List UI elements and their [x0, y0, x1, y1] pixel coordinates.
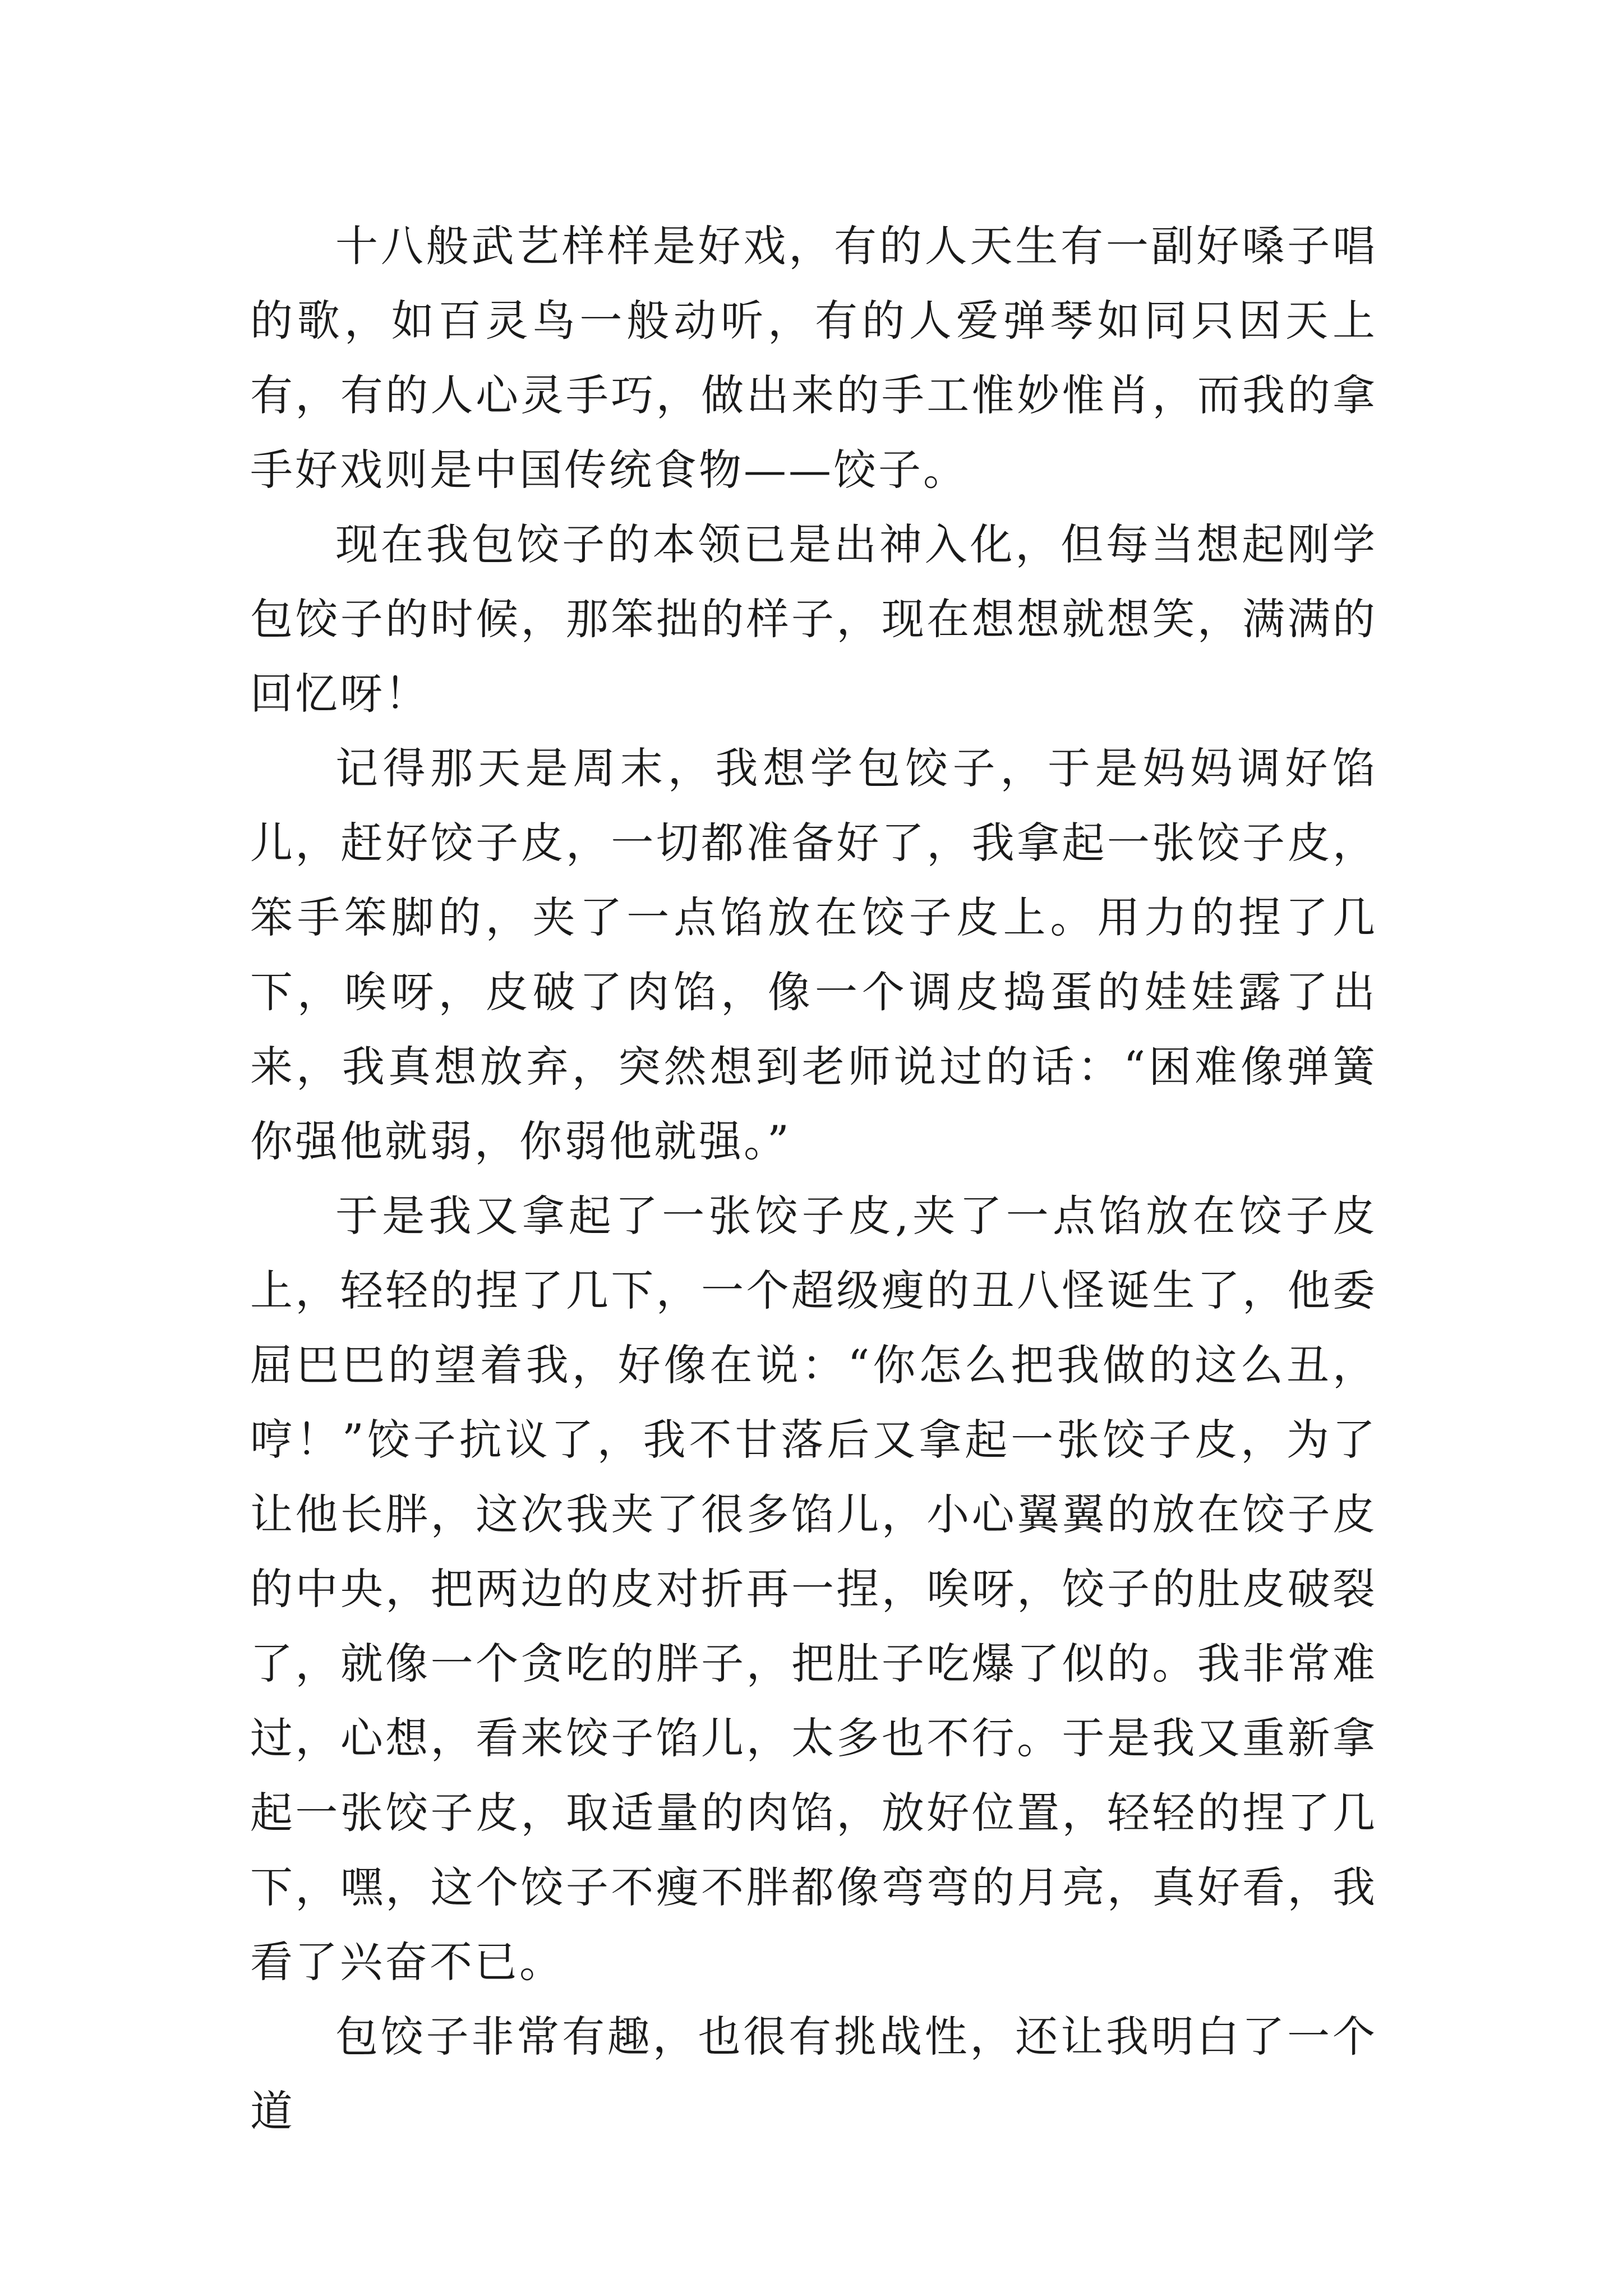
paragraph-4: 于是我又拿起了一张饺子皮,夹了一点馅放在饺子皮上，轻轻的捏了几下，一个超级瘦的丑八怪诞生了，他委屈巴巴的望着我，好像在说：“你怎么把我做的这么丑，哼！”饺子抗议了，我不甘落后又拿起一张饺子皮，为了让他长胖，这次我夹了很多馅儿，小心翼翼的放在饺子皮的中央，把两边的皮对折再一捏，唉呀，饺子的肚皮破裂了，就像一个贪吃的胖子，把肚子吃爆了似的。我非常难过，心想，看来饺子馅儿，太多也不行。于是我又重新拿起一张饺子皮，取适量的肉馅，放好位置，轻轻的捏了几下，嘿，这个饺子不瘦不胖都像弯弯的月亮，真好看，我看了兴奋不已。: [250, 1191, 1377, 1987]
paragraph-1: 十八般武艺样样是好戏，有的人天生有一副好嗓子唱的歌，如百灵鸟一般动听，有的人爱弹琴如同只因天上有，有的人心灵手巧，做出来的手工惟妙惟肖，而我的拿手好戏则是中国传统食物——饺子。: [250, 221, 1377, 495]
paragraph-3: 记得那天是周末，我想学包饺子，于是妈妈调好馅儿，赶好饺子皮，一切都准备好了，我拿起一张饺子皮，笨手笨脚的，夹了一点馅放在饺子皮上。用力的捏了几下，唉呀，皮破了肉馅，像一个调皮捣蛋的娃娃露了出来，我真想放弃，突然想到老师说过的话：“困难像弹簧你强他就弱，你弱他就强。”: [250, 743, 1377, 1166]
paragraph-2: 现在我包饺子的本领已是出神入化，但每当想起刚学包饺子的时候，那笨拙的样子，现在想想就想笑，满满的回忆呀！: [250, 519, 1377, 719]
essay-body: [250, 209, 1377, 2148]
paragraph-5: 包饺子非常有趣，也很有挑战性，还让我明白了一个道: [250, 2012, 1377, 2136]
